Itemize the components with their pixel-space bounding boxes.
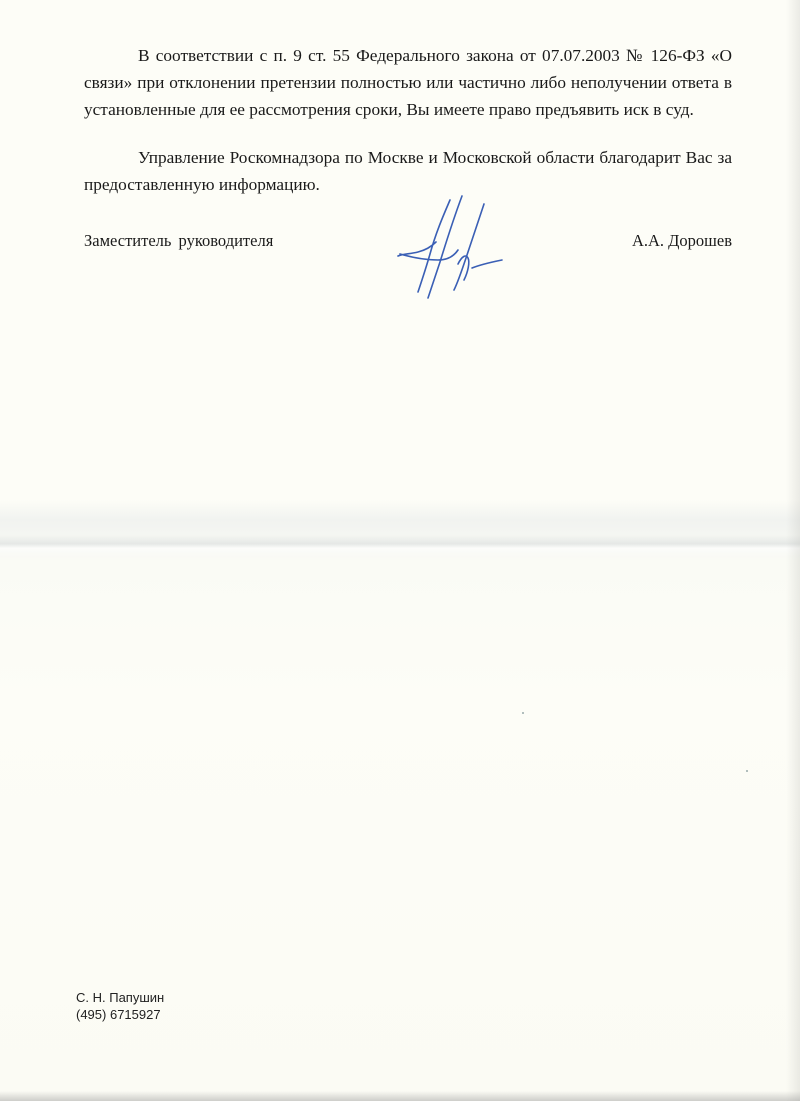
signature-stroke-7 [472,260,502,268]
signatory-title: Заместитель руководителя [84,231,274,250]
paragraph-legal-notice: В соответствии с п. 9 ст. 55 Федерального закона от 07.07.2003 № 126-ФЗ «О связи» при отклонении претензии полностью или частично либо неполучении ответа в установленные для ее рассмотрения сроки, Вы имеете право предъявить иск в суд. [84,46,732,119]
executor-phone: (495) 6715927 [76,1007,161,1022]
signatory-name: А.А. Дорошев [631,231,732,250]
paragraph-thanks: Управление Роскомнадзора по Москве и Московской области благодарит Вас за предоставленную информацию. [84,148,732,194]
paper-fold [0,535,800,557]
paper-edge-bottom [0,1091,800,1101]
executor-name: С. Н. Папушин [76,990,165,1005]
executor-footer [76,989,164,1023]
handwritten-signature [392,192,512,302]
paper-speck [522,712,524,714]
paper-edge-right [786,0,800,1101]
signature-stroke-5 [454,204,484,290]
paper-speck [746,770,748,772]
